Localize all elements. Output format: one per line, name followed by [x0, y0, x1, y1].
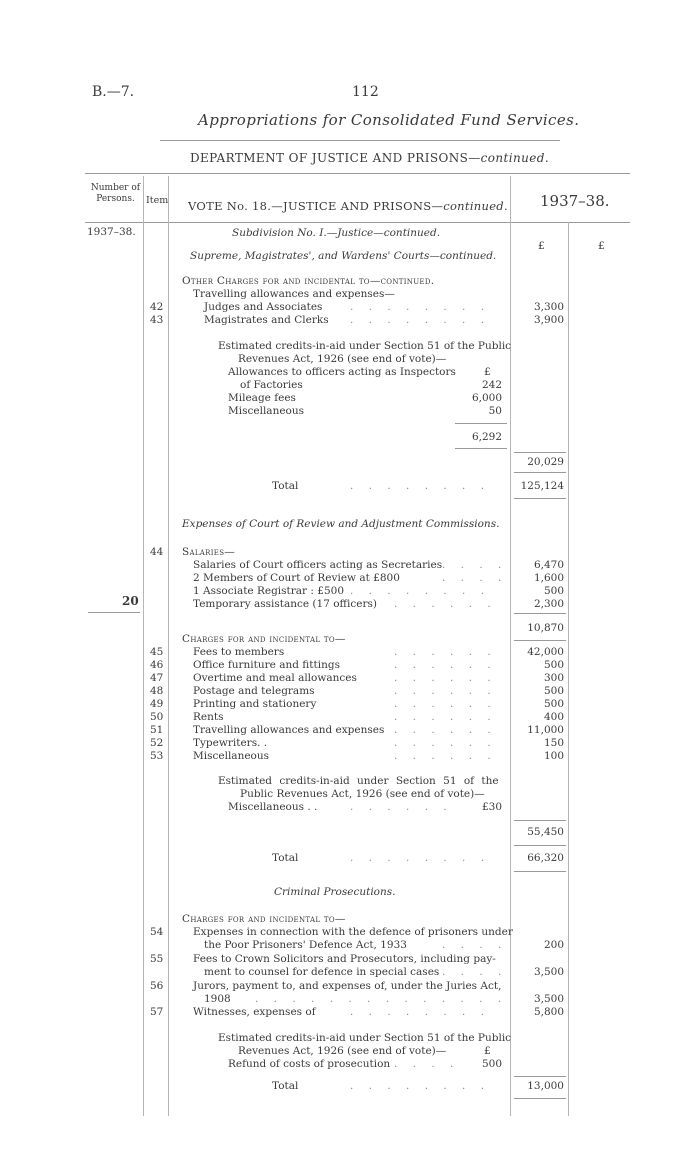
line-label: 1908	[204, 993, 231, 1005]
pound-sign: £	[484, 366, 491, 378]
credits-text: Miscellaneous	[228, 405, 305, 417]
credits-value: 50	[488, 405, 502, 417]
line-value: 3,500	[533, 966, 564, 978]
section-heading: Criminal Prosecutions.	[274, 886, 396, 898]
credits-text: Public Revenues Act, 1926 (see end of vote)—	[240, 788, 485, 800]
line-value: 5,800	[533, 1006, 564, 1018]
item-number: 51	[150, 724, 164, 736]
line-label: Travelling allowances and expenses	[193, 724, 385, 736]
line-value: 150	[543, 737, 564, 749]
line-value: 500	[543, 698, 564, 710]
other-charges-heading: Other Charges for and incidental to—continued.	[182, 275, 435, 287]
pound-sign-1: £	[538, 240, 545, 252]
credits-value: 6,000	[471, 392, 502, 404]
line-value: 500	[543, 685, 564, 697]
line-label: the Poor Prisoners' Defence Act, 1933	[204, 939, 407, 951]
line-label: Fees to members	[193, 646, 285, 658]
line-value: 3,500	[533, 993, 564, 1005]
item-number: 54	[150, 926, 164, 938]
line-value: 3,300	[533, 301, 564, 313]
credits-text: Mileage fees	[228, 392, 296, 404]
item-number: 47	[150, 672, 164, 684]
department-cont: —continued.	[468, 151, 550, 165]
total-label: Total	[272, 852, 299, 864]
line-value: 11,000	[527, 724, 564, 736]
credits-text: Estimated credits-in-aid under Section 51 of the	[218, 775, 499, 787]
charges-heading: Charges for and incidental to—	[182, 913, 346, 925]
line-value: 42,000	[527, 646, 564, 658]
vote-cont: —continued.	[431, 199, 508, 213]
line-label: Overtime and meal allowances	[193, 672, 357, 684]
credits-text: Refund of costs of prosecution	[228, 1058, 391, 1070]
credits-value: £30	[481, 801, 502, 813]
line-label: Magistrates and Clerks	[204, 314, 329, 326]
page-number: 112	[352, 84, 379, 100]
line-value: 400	[543, 711, 564, 723]
pound-sign: £	[484, 1045, 491, 1057]
credits-text: Revenues Act, 1926 (see end of vote)—	[238, 1045, 447, 1057]
line-value: 1,600	[533, 572, 564, 584]
line-label: Typewriters. .	[193, 737, 268, 749]
credits-text: Estimated credits-in-aid under Section 51 of the Public	[218, 340, 512, 352]
salaries-total: 10,870	[527, 622, 564, 634]
credits-text: Miscellaneous . .	[228, 801, 318, 813]
col-number-of-persons: Number of Persons.	[90, 183, 141, 204]
item-number: 50	[150, 711, 164, 723]
line-value: 100	[543, 750, 564, 762]
line-label: Jurors, payment to, and expenses of, under the Juries Act,	[193, 980, 502, 992]
col-item: Item	[146, 195, 169, 206]
item-number: 52	[150, 737, 164, 749]
charges-heading: Charges for and incidental to—	[182, 633, 346, 645]
line-label: Printing and stationery	[193, 698, 317, 710]
salaries-heading: Salaries—	[182, 546, 236, 558]
line-label: Rents	[193, 711, 224, 723]
item-number: 49	[150, 698, 164, 710]
item-number: 55	[150, 953, 164, 965]
page-title: Appropriations for Consolidated Fund Services.	[198, 111, 580, 129]
item-number: 56	[150, 980, 164, 992]
line-label: Temporary assistance (17 officers)	[193, 598, 377, 610]
line-value: 500	[543, 659, 564, 671]
line-label: Miscellaneous	[193, 750, 270, 762]
total-value: 66,320	[527, 852, 564, 864]
item-number: 48	[150, 685, 164, 697]
line-label: 2 Members of Court of Review at £800	[193, 572, 400, 584]
department-heading	[190, 151, 549, 165]
item-number: 43	[150, 314, 164, 326]
persons-count: 20	[122, 594, 139, 608]
subdivision-heading: Subdivision No. I.—Justice—continued.	[232, 227, 441, 239]
credits-text: Revenues Act, 1926 (see end of vote)—	[238, 353, 447, 365]
line-value: 500	[543, 585, 564, 597]
col-vote	[188, 199, 508, 213]
line-value: 3,900	[533, 314, 564, 326]
credits-text: Allowances to officers acting as Inspectors	[228, 366, 456, 378]
item-number: 46	[150, 659, 164, 671]
courts-heading: Supreme, Magistrates', and Wardens' Courts—continued.	[190, 250, 497, 262]
vote-title: VOTE No. 18.—JUSTICE AND PRISONS	[188, 199, 432, 213]
item-number: 44	[150, 546, 164, 558]
line-label: Witnesses, expenses of	[193, 1006, 316, 1018]
line-value: 2,300	[533, 598, 564, 610]
total-value: 13,000	[527, 1080, 564, 1092]
total-label: Total	[272, 480, 299, 492]
line-label: Salaries of Court officers acting as Secretaries	[193, 559, 443, 571]
item-number: 57	[150, 1006, 164, 1018]
credits-text: Estimated credits-in-aid under Section 51 of the Public	[218, 1032, 512, 1044]
credits-text: of Factories	[240, 379, 303, 391]
line-label: 1 Associate Registrar : £500	[193, 585, 345, 597]
item-number: 45	[150, 646, 164, 658]
credits-total: 6,292	[471, 431, 502, 443]
page-ref: B.—7.	[92, 84, 135, 100]
left-year: 1937–38.	[87, 226, 136, 238]
charges-total: 55,450	[527, 826, 564, 838]
line-label: Judges and Associates	[204, 301, 323, 313]
pound-sign-2: £	[598, 240, 605, 252]
line-label: Fees to Crown Solicitors and Prosecutors, including pay-	[193, 953, 496, 965]
item-number: 42	[150, 301, 164, 313]
line-value: 300	[543, 672, 564, 684]
credits-value: 500	[481, 1058, 502, 1070]
col-year: 1937–38.	[540, 192, 610, 210]
line-label: Office furniture and fittings	[193, 659, 340, 671]
total-value: 125,124	[520, 480, 564, 492]
travelling-heading: Travelling allowances and expenses—	[193, 288, 395, 300]
subtotal-value: 20,029	[527, 456, 564, 468]
credits-value: 242	[481, 379, 502, 391]
line-label: Expenses in connection with the defence of prisoners under	[193, 926, 513, 938]
section-heading: Expenses of Court of Review and Adjustment Commissions.	[182, 518, 500, 530]
line-value: 200	[543, 939, 564, 951]
line-label: ment to counsel for defence in special cases	[204, 966, 440, 978]
item-number: 53	[150, 750, 164, 762]
department-main: DEPARTMENT OF JUSTICE AND PRISONS	[190, 151, 469, 165]
line-label: Postage and telegrams	[193, 685, 315, 697]
line-value: 6,470	[533, 559, 564, 571]
total-label: Total	[272, 1080, 299, 1092]
